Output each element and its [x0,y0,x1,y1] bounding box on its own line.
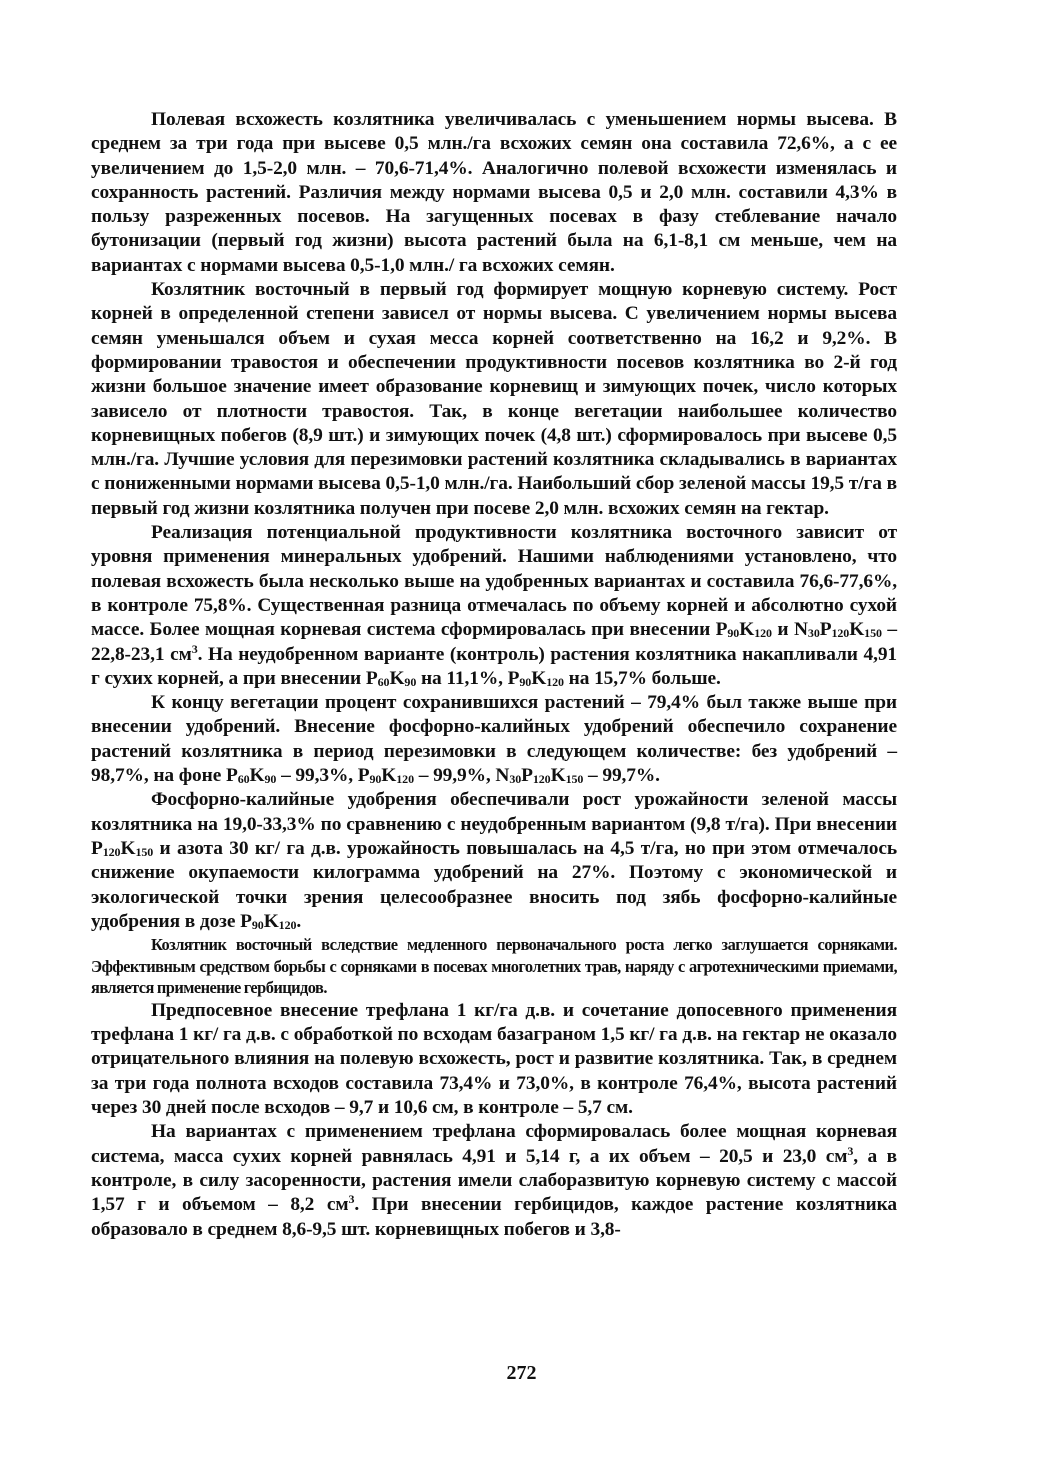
text-run: Козлятник восточный вследствие медленного первоначального роста легко заглушается сорняками. Эффективным средством борьбы с сорняками в посевах многолетних трав, наряду с агротехническими приемами, является применение гербицидов. [91,935,897,998]
subscript: 120 [102,844,121,859]
text-run: K [263,910,279,932]
text-run: K [550,765,566,787]
text-run: К концу вегетации процент сохранившихся растений – 79,4% был также выше при внесении удобрений. Внесение фосфорно-калийных удобрений обеспечило сохранение растений козлятника в период перезимовки в следующем количестве: без удобрений – 98,7%, на фоне P [91,692,897,787]
text-run: Предпосевное внесение трефлана 1 кг/га д.в. и сочетание допосевного применения трефлана 1 кг/ га д.в. с обработкой по всходам базаграном 1,5 кг/ га д.в. на гектар не оказало отрицательного влияния на полевую всхожесть, рост и развитие козлятника. Так, в среднем за три года полнота всходов составила 73,4% и 73,0%, в контроле 76,4%, высота растений через 30 дней после всходов – 9,7 и 10,6 см, в контроле – 5,7 см. [91,999,897,1119]
subscript: 150 [864,626,882,641]
subscript: 120 [754,626,772,641]
subscript: 120 [396,772,414,787]
subscript: 90 [251,917,264,932]
paragraph-p5 [91,788,897,934]
subscript: 60 [377,674,390,689]
subscript: 30 [509,772,522,787]
page-number: 272 [506,1362,537,1384]
text-run: Реализация потенциальной продуктивности козлятника восточного зависит от уровня применения минеральных удобрений. Нашими наблюдениями установлено, что полевая всхожесть была несколько выше на удобренных вариантах и составила 76,6-77,6%, в контроле 75,8%. Существенная разница отмечалась по объему корней и абсолютно сухой массе. Более мощная корневая система сформировалась при внесении P [91,522,897,641]
subscript: 150 [135,844,154,859]
subscript: 90 [369,772,382,787]
superscript: 3 [191,641,198,656]
text-run: K [249,765,265,787]
text-run: . На неудобренном варианте (контроль) растения козлятника накапливали 4,91 г сухих корней, а при внесении P [91,643,898,689]
text-run: K [389,667,405,689]
subscript: 120 [278,917,297,932]
body-text [91,108,897,1242]
paragraph-p8 [91,1120,897,1241]
text-run: – 99,3%, P [276,765,370,787]
text-run: . [296,910,302,932]
subscript: 90 [404,674,417,689]
text-run: – 99,9%, N [413,765,510,787]
text-run: и азота 30 кг/ га д.в. урожайность повышалась на 4,5 т/га, но при этом отмечалось снижение окупаемости килограмма удобрений на 27%. Поэтому с экономической и экологической точки зрения целесообразнее вносить под зябь фосфорно-калийные удобрения в дозе P [91,837,897,932]
subscript: 120 [546,674,564,689]
text-run: K [381,765,397,787]
text-run: K [739,619,755,641]
text-run: Полевая всхожесть козлятника увеличивалась с уменьшением нормы высева. В среднем за три года при высеве 0,5 млн./га всхожих семян она составила 72,6%, а с ее увеличением до 1,5-2,0 млн. – 70,6-71,4%. Аналогично полевой всхожести изменялась и сохранность растений. Различия между нормами высева 0,5 и 2,0 млн. составили 4,3% в пользу разреженных посевов. На загущенных посевах в фазу стеблевание начало бутонизации (первый год жизни) высота растений была на 6,1-8,1 см меньше, чем на вариантах с нормами высева 0,5-1,0 млн./ га всхожих семян. [91,109,897,276]
paragraph-p4 [91,691,897,788]
paragraph-p6 [91,934,897,999]
text-run: на 11,1%, P [416,667,520,689]
text-run: K [120,837,136,859]
text-run: P [819,619,832,641]
subscript: 60 [237,772,250,787]
subscript: 90 [264,772,277,787]
superscript: 3 [847,1143,854,1158]
text-run: K [531,667,547,689]
text-run: , а в контроле, в силу засоренности, растения имели слаборазвитую корневую систему с массой 1,57 г и объемом – 8,2 см [91,1145,898,1216]
text-run: и N [771,619,808,641]
paragraph-p7 [91,999,897,1120]
subscript: 90 [519,674,532,689]
text-run: – 99,7%. [583,765,660,787]
text-run: Козлятник восточный в первый год формирует мощную корневую систему. Рост корней в определенной степени зависел от нормы высева. С увеличением нормы высева семян уменьшался объем и сухая месса корней соответственно на 16,2 и 9,2%. В формировании травостоя и обеспечении продуктивности посевов козлятника во 2-й год жизни большое значение имеет образование корневищ и зимующих почек, число которых зависело от плотности травостоя. Так, в конце вегетации наибольшее количество корневищных побегов (8,9 шт.) и зимующих почек (4,8 шт.) сформировалось при высеве 0,5 млн./га. Лучшие условия для перезимовки растений козлятника складывались в вариантах с пониженными нормами высева 0,5-1,0 млн./га. Наибольший сбор зеленой массы 19,5 т/га в первый год жизни козлятника получен при посеве 2,0 млн. всхожих семян на гектар. [91,279,897,519]
text-run: – 22,8-23,1 см [91,619,897,665]
subscript: 90 [727,626,740,641]
subscript: 30 [807,626,820,641]
text-run: На вариантах с применением трефлана сформировалась более мощная корневая система, масса сухих корней равнялась 4,91 и 5,14 г, а их объем – 20,5 и 23,0 см [91,1121,897,1167]
superscript: 3 [348,1192,355,1207]
text-run: на 15,7% больше. [563,667,721,689]
text-run: Фосфорно-калийные удобрения обеспечивали рост урожайности зеленой массы козлятника на 19,0-33,3% по сравнению с неудобренным вариантом (9,8 т/га). При внесении P [91,789,897,859]
text-run: P [521,765,533,787]
text-run: . При внесении гербицидов, каждое растение козлятника образовало в среднем 8,6-9,5 шт. корневищных побегов и 3,8- [91,1194,897,1240]
paragraph-p1 [91,108,897,278]
text-run: K [849,619,865,641]
subscript: 150 [565,772,584,787]
paragraph-p3 [91,521,897,691]
subscript: 120 [831,626,850,641]
paragraph-p2 [91,278,897,521]
subscript: 120 [532,772,551,787]
